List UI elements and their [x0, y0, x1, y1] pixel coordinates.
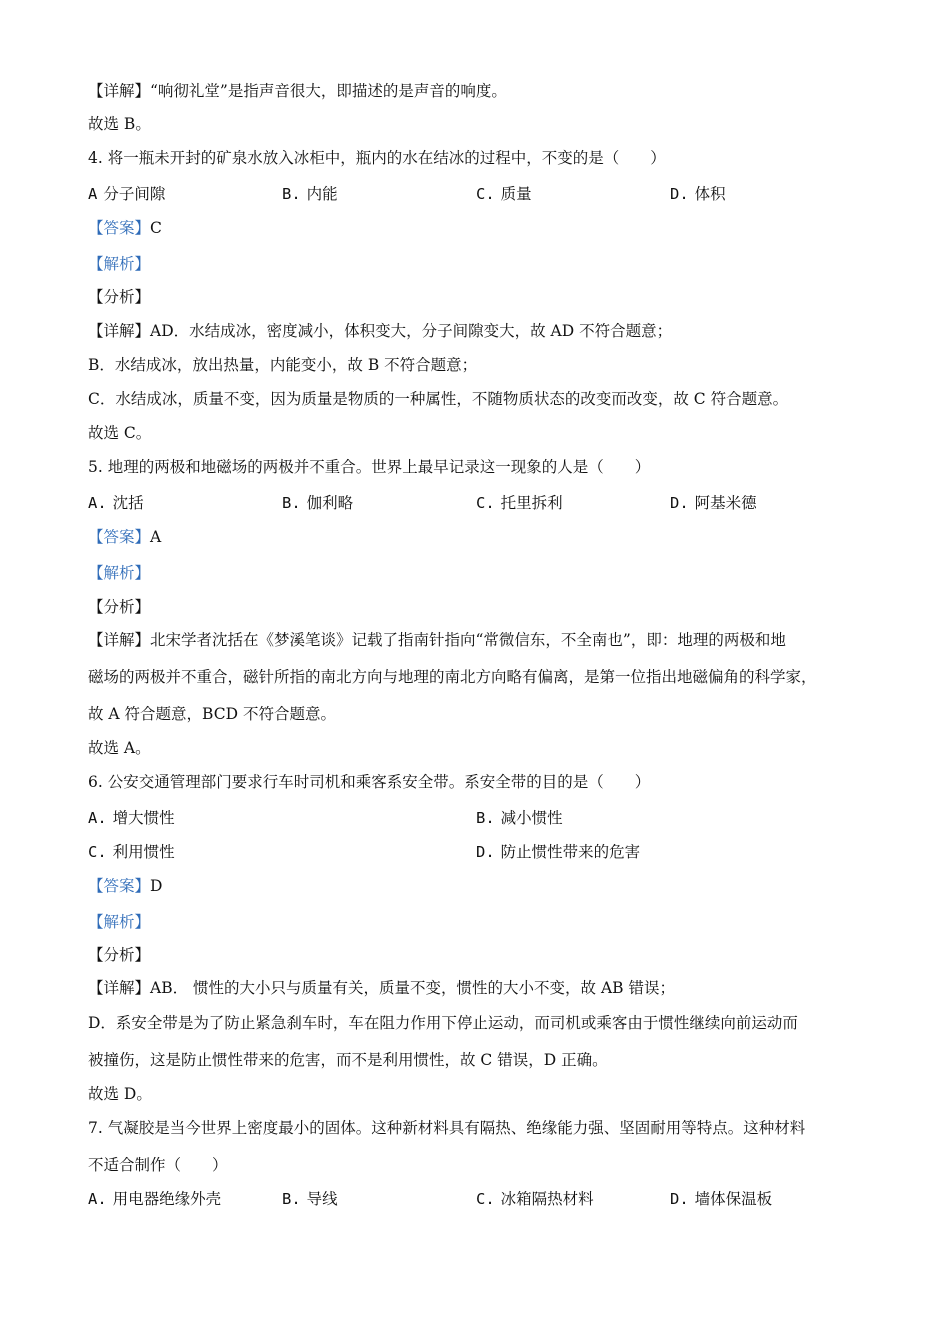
answer-label: 【答案】	[88, 219, 151, 237]
q5-choice: 故选 A。	[88, 739, 151, 757]
q7-option-b: B. 导线	[282, 1190, 338, 1208]
q6-option-a: A. 增大惯性	[88, 809, 175, 827]
q6-fenxi-label: 【分析】	[88, 946, 151, 964]
q4-choice: 故选 C。	[88, 424, 152, 442]
q4-detail-1: 【详解】AD．水结成冰，密度减小，体积变大，分子间隙变大，故 AD 不符合题意；	[88, 322, 673, 340]
q4-option-c: C. 质量	[476, 185, 532, 203]
answer-value: C	[150, 219, 162, 237]
q5-detail-3: 故 A 符合题意，BCD 不符合题意。	[88, 705, 336, 723]
q5-detail-1: 【详解】北宋学者沈括在《梦溪笔谈》记载了指南针指向“常微信东，不全南也”，即：地理的两极和地	[88, 631, 786, 649]
q5-analysis-label: 【解析】	[88, 564, 151, 582]
q5-fenxi-label: 【分析】	[88, 598, 151, 616]
answer-value: A	[150, 528, 162, 546]
choice-line: 故选 B。	[88, 115, 151, 133]
q5-option-d: D. 阿基米德	[670, 494, 757, 512]
q6-option-c: C. 利用惯性	[88, 843, 175, 861]
detail-line: 【详解】“响彻礼堂”是指声音很大，即描述的是声音的响度。	[88, 82, 507, 100]
question-5: 5. 地理的两极和地磁场的两极并不重合。世界上最早记录这一现象的人是（ ）	[88, 458, 651, 476]
q5-option-b: B. 伽利略	[282, 494, 354, 512]
question-7-line-2: 不适合制作（ ）	[88, 1156, 228, 1174]
q7-option-d: D. 墙体保温板	[670, 1190, 773, 1208]
answer-label: 【答案】	[88, 877, 151, 895]
q5-detail-2: 磁场的两极并不重合，磁针所指的南北方向与地理的南北方向略有偏离，是第一位指出地磁偏角的科学家，	[88, 668, 817, 686]
q4-detail-3: C．水结成冰，质量不变，因为质量是物质的一种属性，不随物质状态的改变而改变，故 C 符合题意。	[88, 390, 789, 408]
answer-label: 【答案】	[88, 528, 151, 546]
q4-option-b: B. 内能	[282, 185, 338, 203]
question-6: 6. 公安交通管理部门要求行车时司机和乘客系安全带。系安全带的目的是（ ）	[88, 773, 651, 791]
q6-option-b: B. 减小惯性	[476, 809, 563, 827]
question-4: 4. 将一瓶未开封的矿泉水放入冰柜中，瓶内的水在结冰的过程中，不变的是（ ）	[88, 149, 666, 167]
q5-option-c: C. 托里拆利	[476, 494, 563, 512]
q4-option-a: A 分子间隙	[88, 185, 166, 203]
q6-detail-1: 【详解】AB． 惯性的大小只与质量有关，质量不变，惯性的大小不变，故 AB 错误；	[88, 979, 675, 997]
q6-detail-3: 被撞伤，这是防止惯性带来的危害，而不是利用惯性，故 C 错误，D 正确。	[88, 1051, 608, 1069]
q6-answer	[88, 875, 162, 897]
q6-detail-2: D．系安全带是为了防止紧急刹车时，车在阻力作用下停止运动，而司机或乘客由于惯性继续向前运动而	[88, 1014, 798, 1032]
q7-option-c: C. 冰箱隔热材料	[476, 1190, 594, 1208]
q6-analysis-label: 【解析】	[88, 913, 151, 931]
q6-option-d: D. 防止惯性带来的危害	[476, 843, 641, 861]
q6-choice: 故选 D。	[88, 1085, 152, 1103]
q4-answer	[88, 217, 162, 239]
q4-analysis-label: 【解析】	[88, 255, 151, 273]
q4-detail-2: B．水结成冰，放出热量，内能变小，故 B 不符合题意；	[88, 356, 478, 374]
q5-answer	[88, 526, 161, 548]
q5-option-a: A. 沈括	[88, 494, 144, 512]
question-7-line-1: 7. 气凝胶是当今世界上密度最小的固体。这种新材料具有隔热、绝缘能力强、坚固耐用等特点。这种材料	[88, 1119, 806, 1137]
q4-fenxi-label: 【分析】	[88, 288, 151, 306]
answer-value: D	[150, 877, 163, 895]
q4-option-d: D. 体积	[670, 185, 726, 203]
q7-option-a: A. 用电器绝缘外壳	[88, 1190, 222, 1208]
